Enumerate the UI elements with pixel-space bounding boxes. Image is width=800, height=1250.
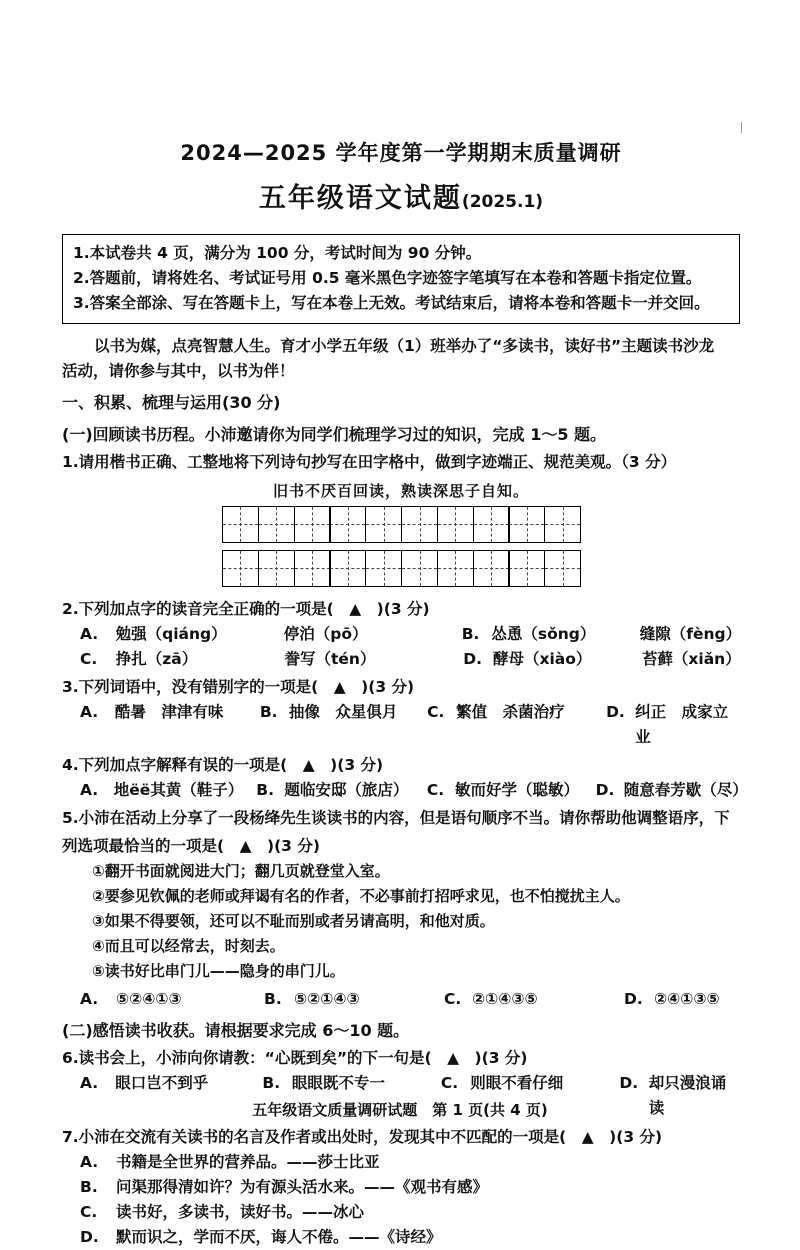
tianzige-cell[interactable] xyxy=(437,550,474,587)
option-label: D. xyxy=(80,1228,99,1247)
option-text[interactable]: 敏而好学（聪敏） xyxy=(455,781,580,800)
option-label: A. xyxy=(80,702,99,721)
tianzige-cell[interactable] xyxy=(294,550,331,587)
option-text[interactable]: 誊写（tén） xyxy=(284,649,376,668)
question-5-item: ④而且可以经常去，时刻去。 xyxy=(92,937,285,956)
intro-paragraph xyxy=(62,334,740,384)
option-text[interactable]: 酵母（xiào） xyxy=(492,649,592,668)
question-5-stem-line-1: 5.小沛在活动上分享了一段杨绛先生谈读书的内容，但是语句顺序不当。请你帮助他调整语序，下 xyxy=(62,809,730,828)
tianzige-cell[interactable] xyxy=(258,550,295,587)
tianzige-cell[interactable] xyxy=(222,550,259,587)
exam-notice-box xyxy=(62,234,740,324)
option-label: C. xyxy=(444,989,462,1008)
option-label: C. xyxy=(440,1074,459,1093)
tianzige-row xyxy=(222,550,580,587)
question-2-options-row-2 xyxy=(62,647,740,672)
question-5-stem-line-2: 列选项最恰当的一项是( ▲ )(3 分) xyxy=(62,836,320,855)
option-label: D. xyxy=(624,989,643,1008)
option-text[interactable]: ②④①③⑤ xyxy=(654,989,720,1008)
question-7-stem: 7.小沛在交流有关读书的名言及作者或出处时，发现其中不匹配的一项是( ▲ )(3 分) xyxy=(62,1127,663,1146)
notice-line-2: 2.答题前，请将姓名、考试证号用 0.5 毫米黑色字迹签字笔填写在本卷和答题卡指定位置。 xyxy=(73,268,702,287)
option-text[interactable]: 缝隙（fèng） xyxy=(639,624,742,643)
option-text[interactable]: 随意春芳歇（尽） xyxy=(623,781,748,800)
question-5-item: ②要参见钦佩的老师或拜谒有名的作者，不必事前打招呼求见，也不怕搅扰主人。 xyxy=(92,886,630,905)
option-label: D. xyxy=(619,1074,639,1093)
page-corner-tick xyxy=(741,122,742,133)
option-label: B. xyxy=(461,624,480,643)
option-text[interactable]: ②①④③⑤ xyxy=(472,989,538,1008)
page-footer: 五年级语文质量调研试题 第 1 页(共 4 页) xyxy=(252,1101,548,1119)
option-label: A. xyxy=(80,989,99,1008)
option-label: B. xyxy=(80,1177,98,1196)
question-1-stem: 1.请用楷书正确、工整地将下列诗句抄写在田字格中，做到字迹端正、规范美观。（3 分） xyxy=(62,453,677,472)
option-text[interactable]: 酷暑 津津有味 xyxy=(114,702,224,721)
tianzige-cell[interactable] xyxy=(329,506,366,543)
tianzige-cell[interactable] xyxy=(473,550,510,587)
tianzige-cell[interactable] xyxy=(508,550,545,587)
question-5-options xyxy=(62,987,740,1012)
question-5-item: ①翻开书面就阅进大门；翻几页就登堂入室。 xyxy=(92,861,390,880)
page-title: 2024—2025 学年度第一学期期末质量调研 xyxy=(180,141,622,165)
option-label: B. xyxy=(256,781,274,800)
option-label: A. xyxy=(80,624,99,643)
question-5-item: ⑤读书好比串门儿——隐身的串门儿。 xyxy=(92,962,345,981)
subject-title xyxy=(62,183,740,215)
paper-content xyxy=(62,0,748,1250)
notice-line-1: 1.本试卷共 4 页，满分为 100 分，考试时间为 90 分钟。 xyxy=(73,243,482,262)
option-label: C. xyxy=(80,1202,98,1221)
option-label: D. xyxy=(463,649,482,668)
question-3-options xyxy=(62,700,740,750)
tianzige-cell[interactable] xyxy=(544,550,581,587)
option-text[interactable]: 地ëë其黄（鞋子） xyxy=(113,781,244,800)
option-text[interactable]: ⑤②①④③ xyxy=(294,989,360,1008)
option-text[interactable]: 挣扎（zā） xyxy=(115,649,198,668)
section-1-heading: 一、积累、梳理与运用(30 分) xyxy=(62,393,281,413)
subject-title-main: 五年级语文试题 xyxy=(258,183,462,215)
question-7-option-c xyxy=(62,1200,740,1225)
tianzige-cell[interactable] xyxy=(401,550,438,587)
tianzige-cell[interactable] xyxy=(365,506,402,543)
option-text[interactable]: 眼口岂不到乎 xyxy=(115,1074,209,1093)
question-2-stem: 2.下列加点字的读音完全正确的一项是( ▲ )(3 分) xyxy=(62,599,430,618)
option-label: A. xyxy=(80,1074,99,1093)
option-text[interactable]: 书籍是全世界的营养品。——莎士比亚 xyxy=(116,1152,380,1171)
question-6-stem: 6.读书会上，小沛向你请教：“心既到矣”的下一句是( ▲ )(3 分) xyxy=(62,1049,528,1068)
option-label: C. xyxy=(80,649,98,668)
question-7-option-b xyxy=(62,1175,740,1200)
tianzige-cell[interactable] xyxy=(222,506,259,543)
question-2-options-row-1 xyxy=(62,622,740,647)
option-label: D. xyxy=(606,702,625,721)
question-1-poem: 旧书不厌百回读，熟读深思子自知。 xyxy=(272,481,529,500)
option-label: A. xyxy=(80,1152,99,1171)
option-text[interactable]: 却只漫浪诵读 xyxy=(648,1074,727,1118)
option-label: C. xyxy=(426,781,445,800)
option-text[interactable]: 题临安邸（旅店） xyxy=(284,781,409,800)
option-text[interactable]: 纠正 成家立业 xyxy=(635,702,729,747)
option-text[interactable]: 怂恿（sǒng） xyxy=(491,624,596,643)
tianzige-cell[interactable] xyxy=(437,506,474,543)
question-7-option-a xyxy=(62,1150,740,1175)
option-label: D. xyxy=(595,781,615,800)
option-text[interactable]: 则眼不看仔细 xyxy=(470,1074,564,1093)
option-label: B. xyxy=(262,1074,281,1093)
tianzige-grid xyxy=(62,506,740,594)
option-text[interactable]: 繁值 杀菌治疗 xyxy=(456,702,565,721)
option-text[interactable]: 问渠那得清如许？为有源头活水来。——《观书有感》 xyxy=(116,1177,489,1196)
tianzige-cell[interactable] xyxy=(258,506,295,543)
question-7-option-d xyxy=(62,1225,740,1250)
option-label: C. xyxy=(427,702,445,721)
tianzige-cell[interactable] xyxy=(473,506,510,543)
tianzige-cell[interactable] xyxy=(294,506,331,543)
option-label: B. xyxy=(264,989,282,1008)
notice-line-3: 3.答案全部涂、写在答题卡上，写在本卷上无效。考试结束后，请将本卷和答题卡一并交回。 xyxy=(73,293,710,312)
tianzige-row xyxy=(222,506,580,543)
question-3-stem: 3.下列词语中，没有错别字的一项是( ▲ )(3 分) xyxy=(62,677,415,696)
option-text[interactable]: 抽像 众星俱月 xyxy=(288,702,398,721)
option-text[interactable]: 苔藓（xiǎn） xyxy=(641,649,741,668)
section-1-subheading: (一)回顾读书历程。小沛邀请你为同学们梳理学习过的知识，完成 1～5 题。 xyxy=(62,424,607,444)
question-4-stem: 4.下列加点字解释有误的一项是( ▲ )(3 分) xyxy=(62,756,384,775)
option-text[interactable]: 勉强（qiáng） xyxy=(115,624,227,643)
option-text[interactable]: 停泊（pō） xyxy=(283,624,368,643)
question-5-item: ③如果不得要领，还可以不耻而别或者另请高明，和他对质。 xyxy=(92,912,495,930)
tianzige-cell[interactable] xyxy=(401,506,438,543)
option-text[interactable]: 默而识之，学而不厌，诲人不倦。——《诗经》 xyxy=(116,1228,442,1247)
tianzige-cell[interactable] xyxy=(544,506,581,543)
option-text[interactable]: ⑤②④①③ xyxy=(116,989,182,1008)
option-label: B. xyxy=(259,702,278,721)
intro-line-1: 以书为媒，点亮智慧人生。育才小学五年级（1）班举办了“多读书，读好书”主题读书沙龙 xyxy=(94,337,715,356)
section-1b-subheading: (二)感悟读书收获。请根据要求完成 6～10 题。 xyxy=(62,1020,410,1040)
tianzige-cell[interactable] xyxy=(365,550,402,587)
option-text[interactable]: 眼眼既不专一 xyxy=(291,1074,385,1093)
tianzige-cell[interactable] xyxy=(508,506,545,543)
subject-title-date: (2025.1) xyxy=(461,192,544,213)
option-label: A. xyxy=(80,781,99,800)
option-text[interactable]: 读书好，多读书，读好书。——冰心 xyxy=(116,1202,365,1221)
intro-line-2: 活动，请你参与其中，以书为伴！ xyxy=(62,362,295,381)
tianzige-cell[interactable] xyxy=(329,550,366,587)
question-4-options xyxy=(62,778,748,803)
